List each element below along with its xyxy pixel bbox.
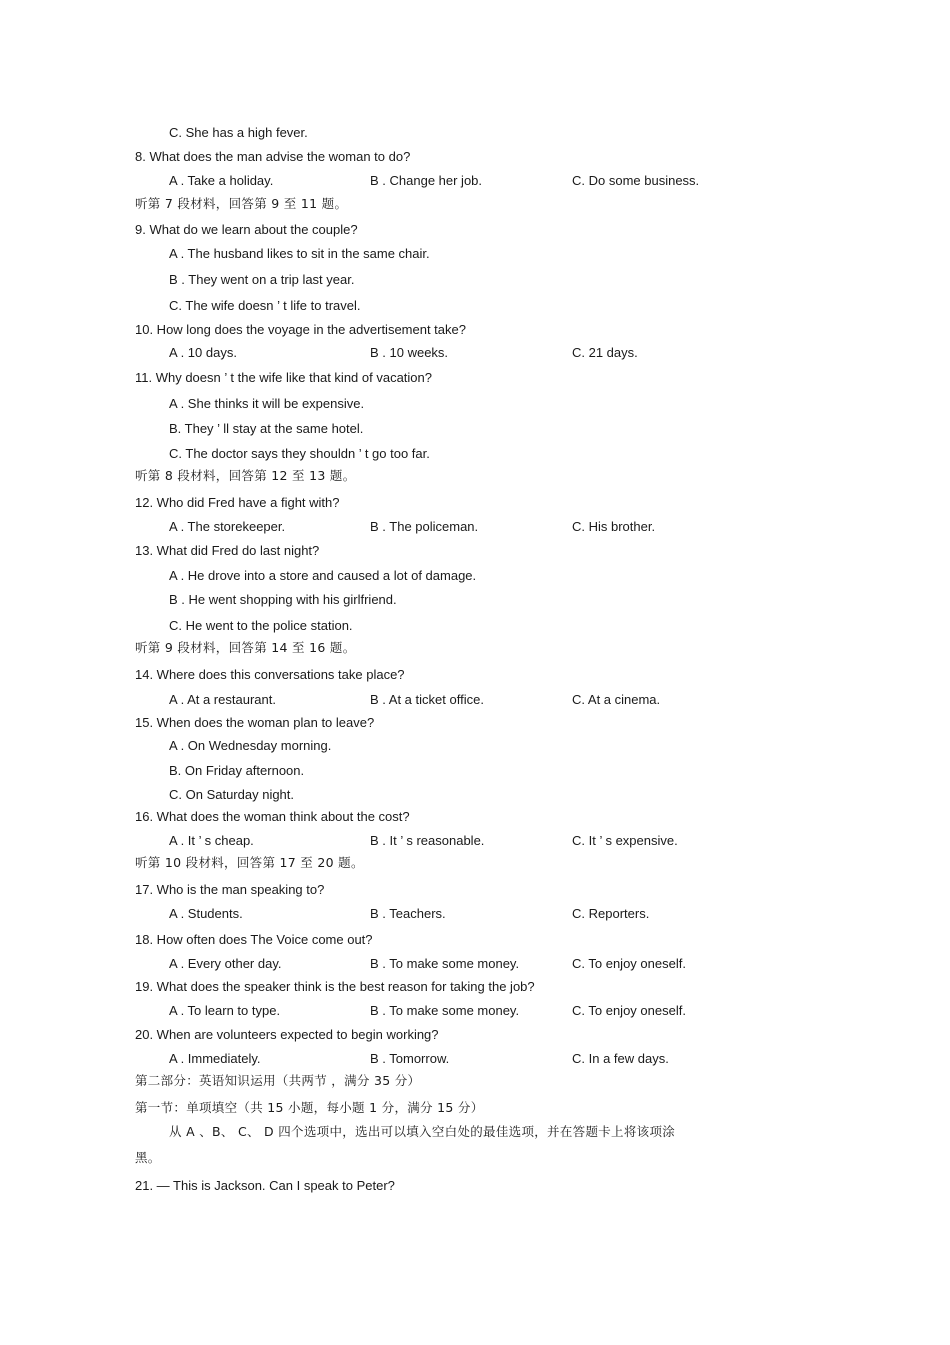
- option-c: C. It ’ s expensive.: [572, 833, 678, 848]
- option-c: C. His brother.: [572, 519, 656, 534]
- question-18: 18. How often does The Voice come out?: [135, 932, 373, 947]
- option-a: A . At a restaurant.: [169, 692, 276, 707]
- option-b: B . To make some money.: [370, 1003, 520, 1018]
- question-15: 15. When does the woman plan to leave?: [135, 715, 375, 730]
- question-10: 10. How long does the voyage in the advertisement take?: [135, 322, 466, 337]
- option-b: B . To make some money.: [370, 956, 520, 971]
- part-heading: 第二部分：英语知识运用（共两节 ，满分 35 分）: [135, 1073, 421, 1088]
- option-c: C. He went to the police station.: [169, 618, 353, 633]
- option-c: C. Reporters.: [572, 906, 650, 921]
- option-c: C. To enjoy oneself.: [572, 956, 686, 971]
- option-b: B . Change her job.: [370, 173, 483, 188]
- question-8: 8. What does the man advise the woman to do?: [135, 149, 411, 164]
- section-instruction: 听第 10 段材料，回答第 17 至 20 题。: [135, 855, 364, 870]
- section-instruction: 听第 9 段材料，回答第 14 至 16 题。: [135, 640, 356, 655]
- option-a: A . Immediately.: [169, 1051, 261, 1066]
- option-a: A . Take a holiday.: [169, 173, 274, 188]
- option-c: C. To enjoy oneself.: [572, 1003, 686, 1018]
- option-b: B . He went shopping with his girlfriend.: [169, 592, 397, 607]
- option-b: B . They went on a trip last year.: [169, 272, 355, 287]
- section-instruction: 听第 7 段材料，回答第 9 至 11 题。: [135, 196, 348, 211]
- option-a: A . The husband likes to sit in the same chair.: [169, 246, 430, 261]
- question-12: 12. Who did Fred have a fight with?: [135, 495, 340, 510]
- option-b: B. They ’ ll stay at the same hotel.: [169, 421, 364, 436]
- option-b: B . The policeman.: [370, 519, 479, 534]
- section-heading: 第一节：单项填空（共 15 小题，每小题 1 分，满分 15 分）: [135, 1100, 484, 1115]
- option-a: A . On Wednesday morning.: [169, 738, 332, 753]
- option-a: A . The storekeeper.: [169, 519, 286, 534]
- option-a: A . She thinks it will be expensive.: [169, 396, 365, 411]
- option-b: B. On Friday afternoon.: [169, 763, 305, 778]
- instruction-text-continued: 黑。: [135, 1150, 161, 1165]
- option-b: B . Teachers.: [370, 906, 446, 921]
- option-c: C. In a few days.: [572, 1051, 669, 1066]
- option-a: A . Students.: [169, 906, 243, 921]
- option-c: C. Do some business.: [572, 173, 700, 188]
- option-c: C. On Saturday night.: [169, 787, 295, 802]
- question-14: 14. Where does this conversations take place?: [135, 667, 405, 682]
- question-9: 9. What do we learn about the couple?: [135, 222, 358, 237]
- option-c: C. The doctor says they shouldn ’ t go too far.: [169, 446, 430, 461]
- question-20: 20. When are volunteers expected to begin working?: [135, 1027, 439, 1042]
- question-21: 21. — This is Jackson. Can I speak to Peter?: [135, 1178, 395, 1193]
- option-b: B . Tomorrow.: [370, 1051, 450, 1066]
- option-b: B . It ’ s reasonable.: [370, 833, 485, 848]
- option-c: C. She has a high fever.: [169, 125, 308, 140]
- option-a: A . Every other day.: [169, 956, 282, 971]
- question-16: 16. What does the woman think about the cost?: [135, 809, 410, 824]
- option-a: A . To learn to type.: [169, 1003, 281, 1018]
- option-a: A . He drove into a store and caused a lot of damage.: [169, 568, 477, 583]
- question-19: 19. What does the speaker think is the best reason for taking the job?: [135, 979, 535, 994]
- option-a: A . It ’ s cheap.: [169, 833, 254, 848]
- instruction-text: 从 A 、B、 C、 D 四个选项中，选出可以填入空白处的最佳选项，并在答题卡上将该项涂: [169, 1124, 676, 1139]
- option-b: B . 10 weeks.: [370, 345, 449, 360]
- question-11: 11. Why doesn ’ t the wife like that kind of vacation?: [135, 370, 432, 385]
- option-c: C. The wife doesn ’ t life to travel.: [169, 298, 361, 313]
- question-13: 13. What did Fred do last night?: [135, 543, 320, 558]
- option-b: B . At a ticket office.: [370, 692, 484, 707]
- option-c: C. At a cinema.: [572, 692, 661, 707]
- option-c: C. 21 days.: [572, 345, 638, 360]
- section-instruction: 听第 8 段材料，回答第 12 至 13 题。: [135, 468, 356, 483]
- question-17: 17. Who is the man speaking to?: [135, 882, 325, 897]
- option-a: A . 10 days.: [169, 345, 237, 360]
